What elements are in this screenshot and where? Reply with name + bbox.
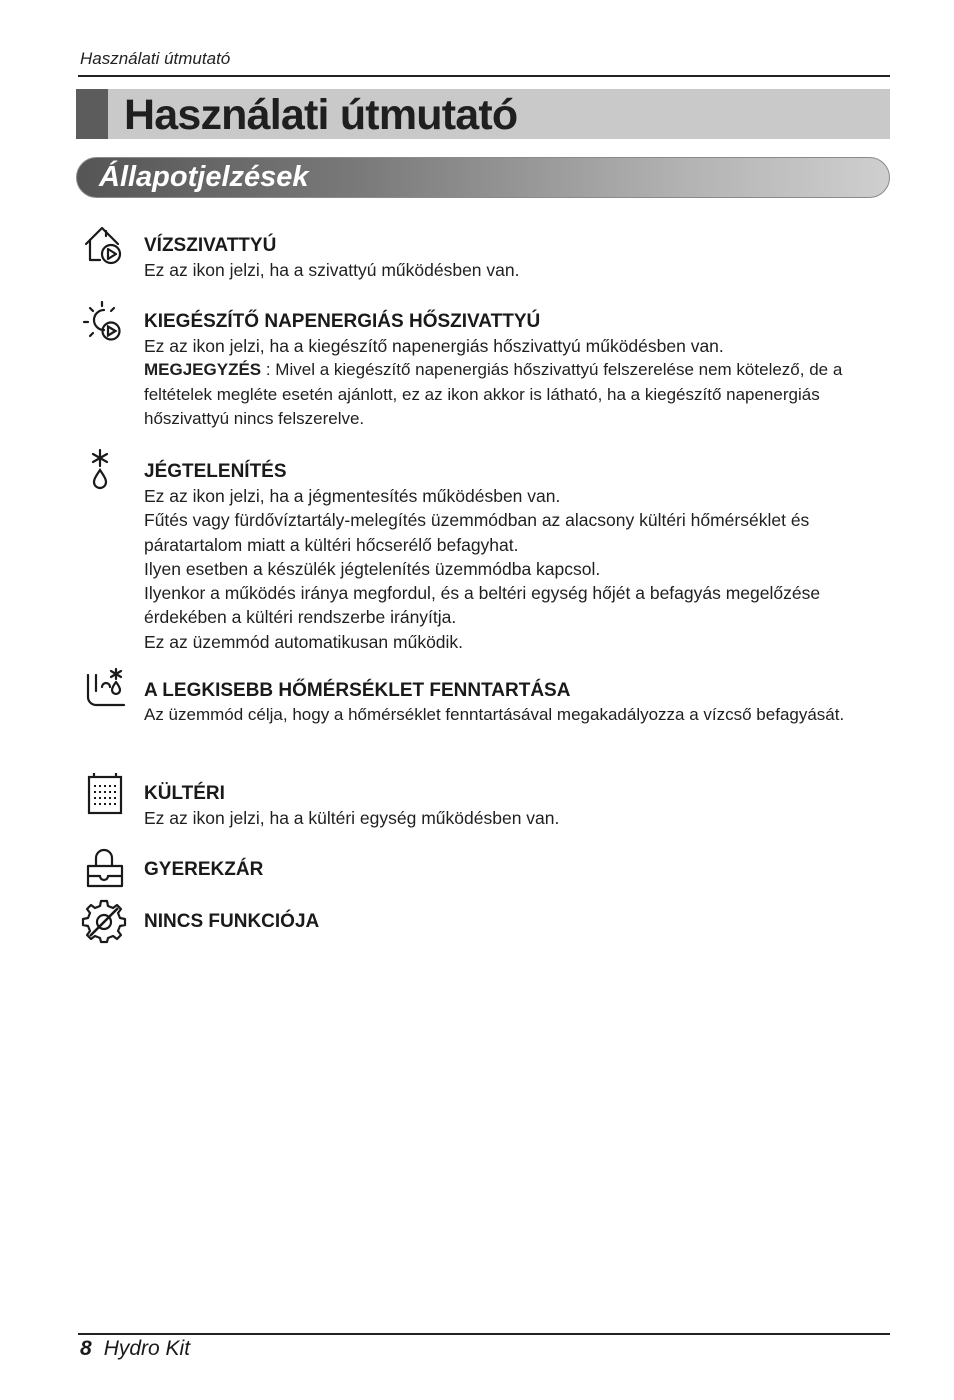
item-description: Ez az ikon jelzi, ha a kültéri egység működésben van. — [144, 808, 560, 828]
defrost-icon — [80, 448, 128, 496]
item-title: GYEREKZÁR — [144, 859, 264, 880]
header-rule — [78, 75, 890, 77]
page-title-bar — [76, 89, 890, 139]
item-description: Ez az ikon jelzi, ha a jégmentesítés működésben van. — [144, 486, 561, 506]
water-pump-icon — [80, 222, 128, 270]
page-title: Használati útmutató — [124, 91, 518, 139]
product-name: Hydro Kit — [103, 1337, 191, 1360]
page-footer — [80, 1337, 190, 1361]
running-header: Használati útmutató — [80, 49, 231, 68]
child-lock-icon — [80, 846, 128, 894]
no-function-gear-icon — [80, 898, 128, 946]
note-label: MEGJEGYZÉS — [144, 360, 262, 380]
item-title: A LEGKISEBB HŐMÉRSÉKLET FENNTARTÁSA — [144, 680, 571, 701]
item-title: NINCS FUNKCIÓJA — [144, 911, 320, 932]
section-title-bar — [76, 157, 890, 198]
item-description: Ez az üzemmód automatikusan működik. — [144, 631, 464, 652]
solar-pump-icon — [80, 298, 128, 346]
item-description: Ez az ikon jelzi, ha a kiegészítő napenergiás hőszivattyú működésben van. — [144, 336, 724, 356]
item-note — [144, 358, 892, 431]
page-number: 8 — [80, 1337, 92, 1360]
item-description: Fűtés vagy fürdővíztartály-melegítés üzemmódban az alacsony kültéri hőmérséklet és páratartalom miatt a kültéri hőcserélő befagyhat. — [144, 510, 810, 555]
item-description: Ilyenkor a működés iránya megfordul, és a beltéri egység hőjét a befagyás megelőzése érdekében a kültéri rendszerbe irányítja. — [144, 583, 821, 628]
item-description: Az üzemmód célja, hogy a hőmérséklet fenntartásával megakadályozza a vízcső befagyását. — [144, 705, 845, 724]
item-title: KIEGÉSZÍTŐ NAPENERGIÁS HŐSZIVATTYÚ — [144, 311, 541, 332]
outdoor-unit-icon — [80, 770, 128, 818]
frost-protection-icon — [80, 667, 128, 715]
item-title: KÜLTÉRI — [144, 783, 225, 804]
item-description: Ez az ikon jelzi, ha a szivattyú működésben van. — [144, 260, 520, 280]
item-title: VÍZSZIVATTYÚ — [144, 235, 277, 256]
item-description: Ilyen esetben a készülék jégtelenítés üzemmódba kapcsol. — [144, 558, 601, 579]
title-accent-block — [76, 89, 108, 139]
note-text: : Mivel a kiegészítő napenergiás hőszivattyú felszerelése nem kötelező, de a feltételek megléte esetén ajánlott, ez az ikon akkor is látható, ha a kiegészítő napenergiás hőszivattyú nincs felszerelve. — [144, 360, 843, 428]
item-title: JÉGTELENÍTÉS — [144, 461, 287, 482]
section-title: Állapotjelzések — [99, 161, 309, 193]
footer-rule — [78, 1333, 890, 1335]
